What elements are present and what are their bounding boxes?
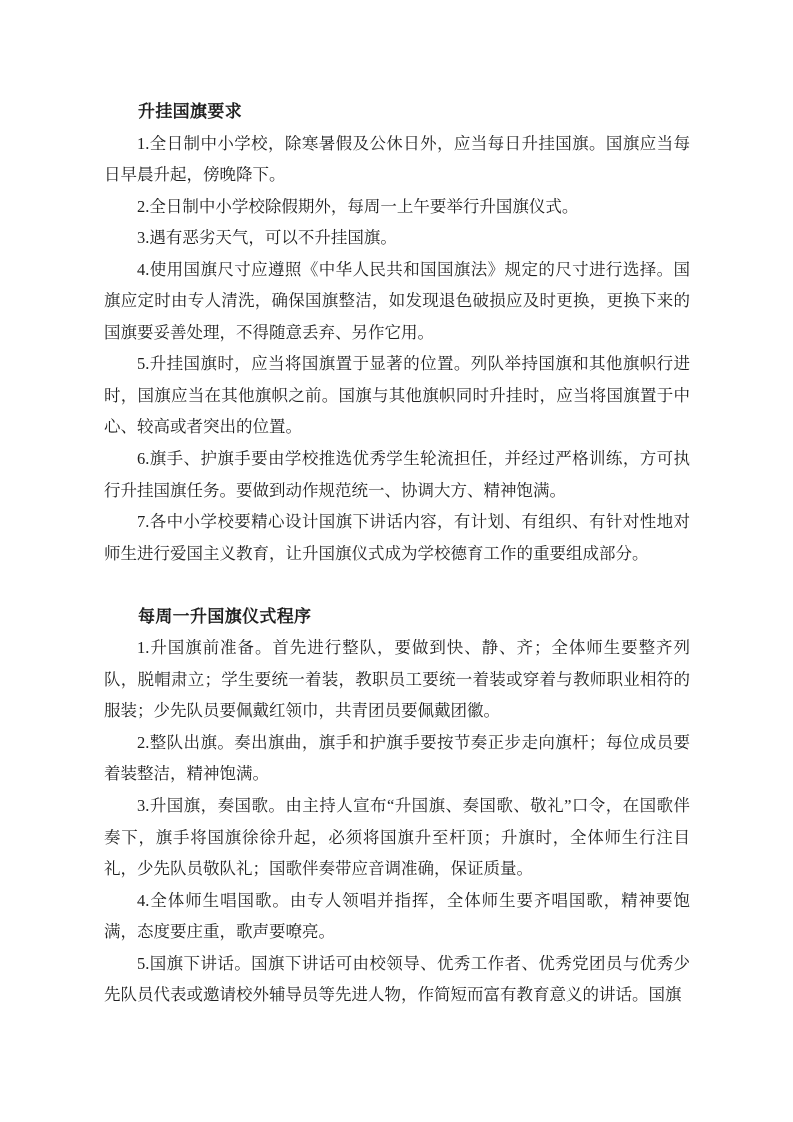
paragraph: 4.使用国旗尺寸应遵照《中华人民共和国国旗法》规定的尺寸进行选择。国旗应定时由专人清洗，确保国旗整洁，如发现退色破损应及时更换，更换下来的国旗要妥善处理，不得随意丢弃、另作它用。 <box>104 259 690 342</box>
paragraph: 3.遇有恶劣天气，可以不升挂国旗。 <box>137 228 397 248</box>
paragraph: 6.旗手、护旗手要由学校推选优秀学生轮流担任，并经过严格训练，方可执行升挂国旗任务。要做到动作规范统一、协调大方、精神饱满。 <box>104 449 690 500</box>
paragraph: 2.全日制中小学校除假期外，每周一上午要举行升国旗仪式。 <box>137 196 579 216</box>
section-heading-flag-raising-requirements: 升挂国旗要求 <box>138 102 243 121</box>
paragraph: 1.全日制中小学校，除寒暑假及公休日外，应当每日升挂国旗。国旗应当每日早晨升起，傍晚降下。 <box>104 133 690 185</box>
paragraph: 7.各中小学校要精心设计国旗下讲话内容，有计划、有组织、有针对性地对师生进行爱国主义教育，让升国旗仪式成为学校德育工作的重要组成部分。 <box>104 512 690 563</box>
paragraph: 1.升国旗前准备。首先进行整队，要做到快、静、齐；全体师生要整齐列队，脱帽肃立；学生要统一着装，教职员工要统一着装或穿着与教师职业相符的服装；少先队员要佩戴红领巾，共青团员要佩戴团徽。 <box>104 638 690 721</box>
paragraph: 2.整队出旗。奏出旗曲，旗手和护旗手要按节奏正步走向旗杆；每位成员要着装整洁，精神饱满。 <box>104 732 690 784</box>
section-heading-monday-ceremony-procedure: 每周一升国旗仪式程序 <box>138 606 312 626</box>
paragraph: 4.全体师生唱国歌。由专人领唱并指挥，全体师生要齐唱国歌，精神要饱满，态度要庄重，歌声要嘹亮。 <box>104 890 690 942</box>
paragraph: 5.升挂国旗时，应当将国旗置于显著的位置。列队举持国旗和其他旗帜行进时，国旗应当在其他旗帜之前。国旗与其他旗帜同时升挂时，应当将国旗置于中心、较高或者突出的位置。 <box>104 354 690 437</box>
section-flag-raising-requirements <box>104 96 690 569</box>
paragraph: 3.升国旗，奏国歌。由主持人宣布“升国旗、奏国歌、敬礼”口令，在国歌伴奏下，旗手将国旗徐徐升起，必须将国旗升至杆顶；升旗时，全体师生行注目礼，少先队员敬队礼；国歌伴奏带应音调准确，保证质量。 <box>104 796 690 879</box>
paragraph: 5.国旗下讲话。国旗下讲话可由校领导、优秀工作者、优秀党团员与优秀少先队员代表或邀请校外辅导员等先进人物，作简短而富有教育意义的讲话。国旗 <box>104 953 690 1005</box>
section-monday-ceremony-procedure <box>104 601 690 1011</box>
